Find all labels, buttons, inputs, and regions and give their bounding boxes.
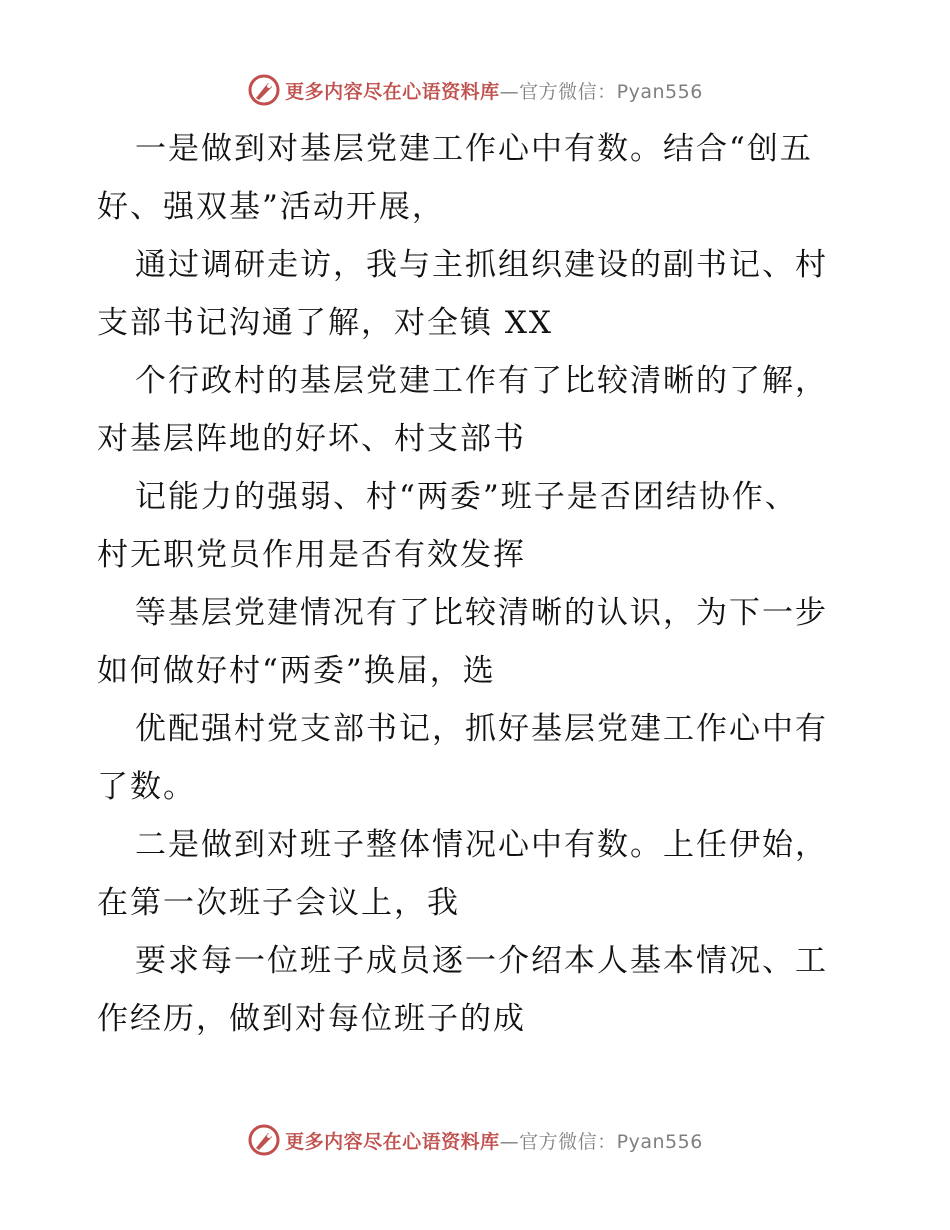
- text-line: 个行政村的基层党建工作有了比较清晰的了解，: [135, 363, 828, 399]
- pen-nib-icon: [247, 73, 281, 107]
- document-body: [97, 120, 857, 1048]
- text-line: 好、强双基”活动开展，: [97, 189, 445, 225]
- text-line: 通过调研走访，我与主抓组织建设的副书记、村: [135, 247, 828, 283]
- text-line: 优配强村党支部书记，抓好基层党建工作心中有: [135, 711, 828, 747]
- text-line: 等基层党建情况有了比较清晰的认识，为下一步: [135, 595, 828, 631]
- watermark-text: 更多内容尽在心语资料库: [285, 80, 500, 103]
- text-line: 一是做到对基层党建工作心中有数。结合“创五: [135, 131, 813, 167]
- text-line: 记能力的强弱、村“两委”班子是否团结协作、: [135, 479, 798, 515]
- header-watermark: [0, 72, 950, 108]
- text-line: 在第一次班子会议上，我: [97, 885, 460, 921]
- text-line: 要求每一位班子成员逐一介绍本人基本情况、工: [135, 943, 828, 979]
- pen-nib-icon: [247, 1123, 281, 1157]
- watermark-suffix: —官方微信：Pyan556: [499, 1130, 703, 1153]
- text-line: 如何做好村“两委”换届，选: [97, 653, 496, 689]
- text-line: 支部书记沟通了解，对全镇 XX: [97, 305, 553, 341]
- text-line: 了数。: [97, 769, 196, 805]
- watermark-text: 更多内容尽在心语资料库: [285, 1130, 500, 1153]
- text-line: 村无职党员作用是否有效发挥: [97, 537, 526, 573]
- watermark-suffix: —官方微信：Pyan556: [499, 80, 703, 103]
- text-line: 对基层阵地的好坏、村支部书: [97, 421, 526, 457]
- text-line: 二是做到对班子整体情况心中有数。上任伊始，: [135, 827, 828, 863]
- footer-watermark: [0, 1122, 950, 1158]
- text-line: 作经历，做到对每位班子的成: [97, 1001, 526, 1037]
